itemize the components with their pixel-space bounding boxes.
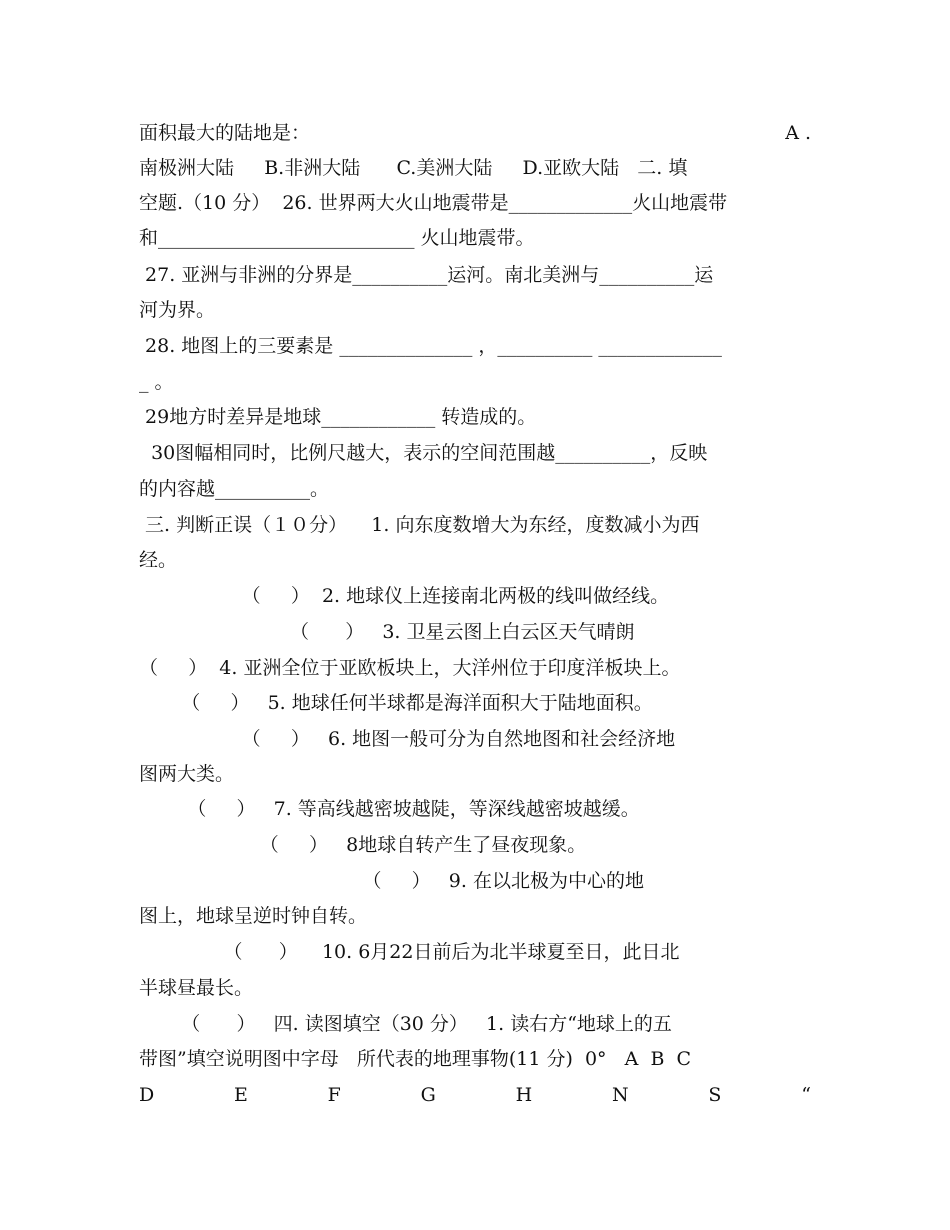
text-line-4: 和___________________________ 火山地震带。 [139,227,535,249]
text-line-7: 28. 地图上的三要素是 ______________ ，__________ _____________ [139,335,722,357]
text-line-1 [139,121,811,145]
text-line-5: 27. 亚洲与非洲的分界是__________运河。南北美洲与__________运 [139,264,714,286]
map-letter-d: D [139,1084,155,1106]
text-line-10: 30图幅相同时，比例尺越大，表示的空间范围越__________，反映 [139,442,708,464]
map-letter-s: S [708,1084,722,1106]
text-line-26: （ ） 四. 读图填空（30 分） 1. 读右方“地球上的五 [139,1013,672,1035]
text-line-9: 29地方时差异是地球____________ 转造成的。 [139,406,537,428]
option-a-label: A . [785,122,811,144]
text-line-16: （ ） 4. 亚洲全位于亚欧板块上，大洋州位于印度洋板块上。 [139,657,681,679]
text-line-24: （ ） 10. 6月22日前后为北半球夏至日，此日北 [139,941,680,963]
text-line-14: （ ） 2. 地球仪上连接南北两极的线叫做经线。 [139,585,670,607]
map-letter-f: F [327,1084,341,1106]
line-text: 面积最大的陆地是： [139,122,311,144]
text-line-3: 空题.（10 分） 26. 世界两大火山地震带是_____________火山地震带 [139,192,728,214]
text-line-12: 三. 判断正误（１０分） 1. 向东度数增大为东经，度数减小为西 [139,514,700,536]
text-line-2: 南极洲大陆 B.非洲大陆 C.美洲大陆 D.亚欧大陆 二. 填 [139,157,688,179]
text-line-13: 经。 [139,549,178,571]
text-line-28 [139,1083,811,1107]
open-quote-mark: “ [801,1084,811,1106]
map-letter-g: G [420,1084,436,1106]
text-line-15: （ ） 3. 卫星云图上白云区天气晴朗 [139,621,635,643]
text-line-20: （ ） 7. 等高线越密坡越陡，等深线越密坡越缓。 [139,798,640,820]
map-letter-e: E [234,1084,248,1106]
text-line-25: 半球昼最长。 [139,977,254,999]
text-line-23: 图上，地球呈逆时钟自转。 [139,905,368,927]
text-line-22: （ ） 9. 在以北极为中心的地 [139,870,644,892]
map-letter-n: N [611,1084,629,1106]
text-line-6: 河为界。 [139,299,216,321]
text-line-18: （ ） 6. 地图一般可分为自然地图和社会经济地 [139,728,676,750]
text-line-11: 的内容越__________。 [139,478,330,500]
text-line-17: （ ） 5. 地球任何半球都是海洋面积大于陆地面积。 [139,692,653,714]
text-line-8: _ 。 [139,371,174,393]
map-letter-h: H [515,1084,533,1106]
text-line-27: 带图”填空说明图中字母 所代表的地理事物(11 分) 0° A B C [139,1048,692,1070]
text-line-21: （ ） 8地球自转产生了昼夜现象。 [139,834,587,856]
text-line-19: 图两大类。 [139,763,235,785]
